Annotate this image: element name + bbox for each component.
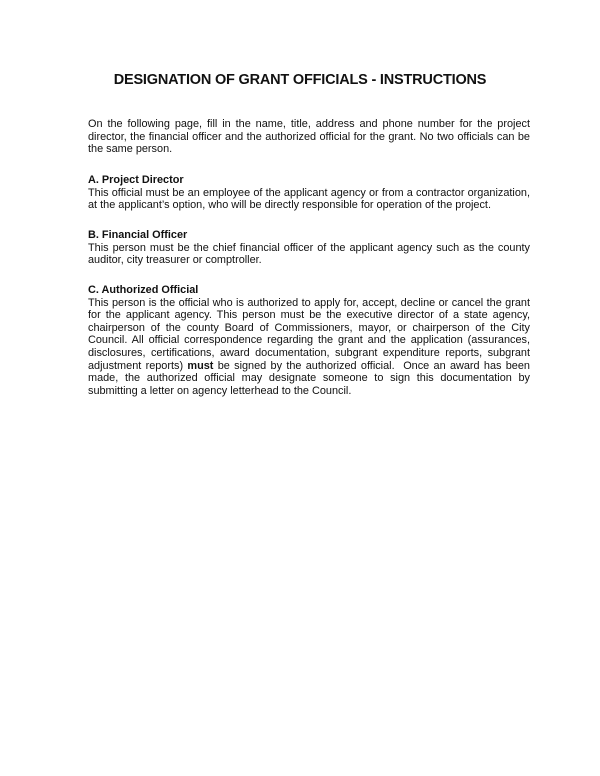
- intro-paragraph: [88, 118, 530, 156]
- section-line: made, the authorized official may designate someone to sign this documentation by: [88, 372, 530, 385]
- intro-line: On the following page, fill in the name, title, address and phone number for the project: [88, 118, 530, 130]
- section-line: submitting a letter on agency letterhead to the Council.: [88, 384, 352, 397]
- section-line-with-emphasis: [88, 360, 530, 373]
- section-heading: B. Financial Officer: [88, 229, 188, 241]
- section-line: chairperson of the county Board of Commissioners, mayor, or chairperson of the City: [88, 321, 530, 334]
- section-heading: A. Project Director: [88, 174, 184, 186]
- line-text: adjustment reports): [88, 359, 188, 372]
- section-heading: C. Authorized Official: [88, 284, 199, 296]
- section-project-director: [88, 174, 530, 212]
- section-line: Council. All official correspondence regarding the grant and the application (assurances,: [88, 334, 530, 347]
- page-title: DESIGNATION OF GRANT OFFICIALS - INSTRUCTIONS: [113, 72, 487, 88]
- section-financial-officer: [88, 229, 530, 267]
- section-line: at the applicant’s option, who will be directly responsible for operation of the project.: [88, 199, 491, 212]
- section-line: This official must be an employee of the applicant agency or from a contractor organization,: [88, 186, 530, 199]
- section-line: for the applicant agency. This person must be the executive director of a state agency,: [88, 309, 530, 322]
- line-text: be signed by the authorized official. Once an award has been: [213, 359, 530, 372]
- intro-line: the same person.: [88, 143, 173, 156]
- section-line: This person is the official who is authorized to apply for, accept, decline or cancel the grant: [88, 296, 530, 309]
- section-line: auditor, city treasurer or comptroller.: [88, 254, 262, 267]
- section-line: This person must be the chief financial officer of the applicant agency such as the county: [88, 241, 530, 254]
- section-authorized-official: [88, 284, 530, 397]
- emphasis-must: must: [187, 359, 214, 372]
- intro-line: director, the financial officer and the authorized official for the grant. No two officials can be: [88, 130, 530, 143]
- section-line: disclosures, certifications, award documentation, subgrant expenditure reports, subgrant: [88, 346, 530, 359]
